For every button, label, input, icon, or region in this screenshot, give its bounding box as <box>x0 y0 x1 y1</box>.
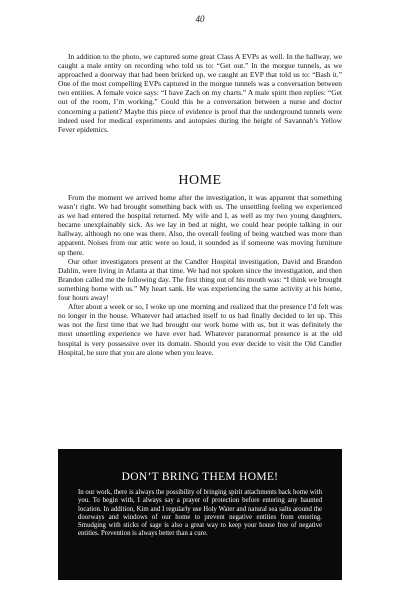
page-number: 40 <box>195 14 205 24</box>
section-heading-home: HOME <box>178 173 222 188</box>
sidebar-text: In our work, there is always the possibility of bringing spirit attachments back home with you. To begin with, I always say a prayer of protection before entering any haunted location. In addition, Kim and I regularly use Holy Water and natural sea salts around the doorways and windows of our home to prevent negative entities from entering. Smudging with sticks of sage is also a great way to keep your house free of negative entities. Prevention is always better than a cure. <box>78 489 322 538</box>
home-paragraph: After about a week or so, I woke up one morning and realized that the presence I’d felt was no longer in the house. Whatever had attached itself to us had finally decided to let up. This was not the first time that we had brought our work home with us, but it was definitely the most unsettling experience we have ever had. Whatever paranormal presence is at the old hospital is very possessive over its domain. Should you ever decide to visit the Old Candler Hospital, be sure that you are alone when you leave. <box>58 302 342 357</box>
sidebar-title: DON’T BRING THEM HOME! <box>121 471 279 483</box>
intro-text-block <box>58 52 342 134</box>
home-paragraph: Our other investigators present at the Candler Hospital investigation, David and Brandon Dahlin, were living in Atlanta at that time. We had not spoken since the investigation, and then Brandon called me the following day. The first thing out of his mouth was: “I think we brought something home with us.” My heart sank. He was experiencing the same activity at his home, four hours away! <box>58 256 342 303</box>
home-paragraph: From the moment we arrived home after the investigation, it was apparent that something wasn’t right. We had brought something back with us. The unsettling feeling we experienced as we had entered the hospital returned. My wife and I, as well as my two young daughters, became unexplainably sick. As we lay in bed at night, we could hear people talking in our hallway, although no one was there. Also, the overall feeling of being watched was more than apparent. Noises from our attic were so loud, it sounded as if someone was moving furniture up there. <box>58 193 342 257</box>
intro-paragraph: In addition to the photo, we captured some great Class A EVPs as well. In the hallway, we caught a male entity on recording who told us to: “Get out.” In the morgue tunnels, as we approached a doorway that had been bricked up, we caught an EVP that told us to: “Bash it.” One of the most compelling EVPs captured in the morgue tunnels was a conversation between two entities. A female voice says: “I have Zach on my charts.” A male spirit then replies: “Get out of the room, I’m working.” Could this be a conversation between a nurse and doctor concerning a patient? Maybe this piece of evidence is proof that the underground tunnels were indeed used for medical experiments and autopsies during the height of Savannah’s Yellow Fever epidemics. <box>58 52 342 134</box>
home-section-text-block <box>58 193 342 357</box>
sidebar-box <box>58 449 342 580</box>
